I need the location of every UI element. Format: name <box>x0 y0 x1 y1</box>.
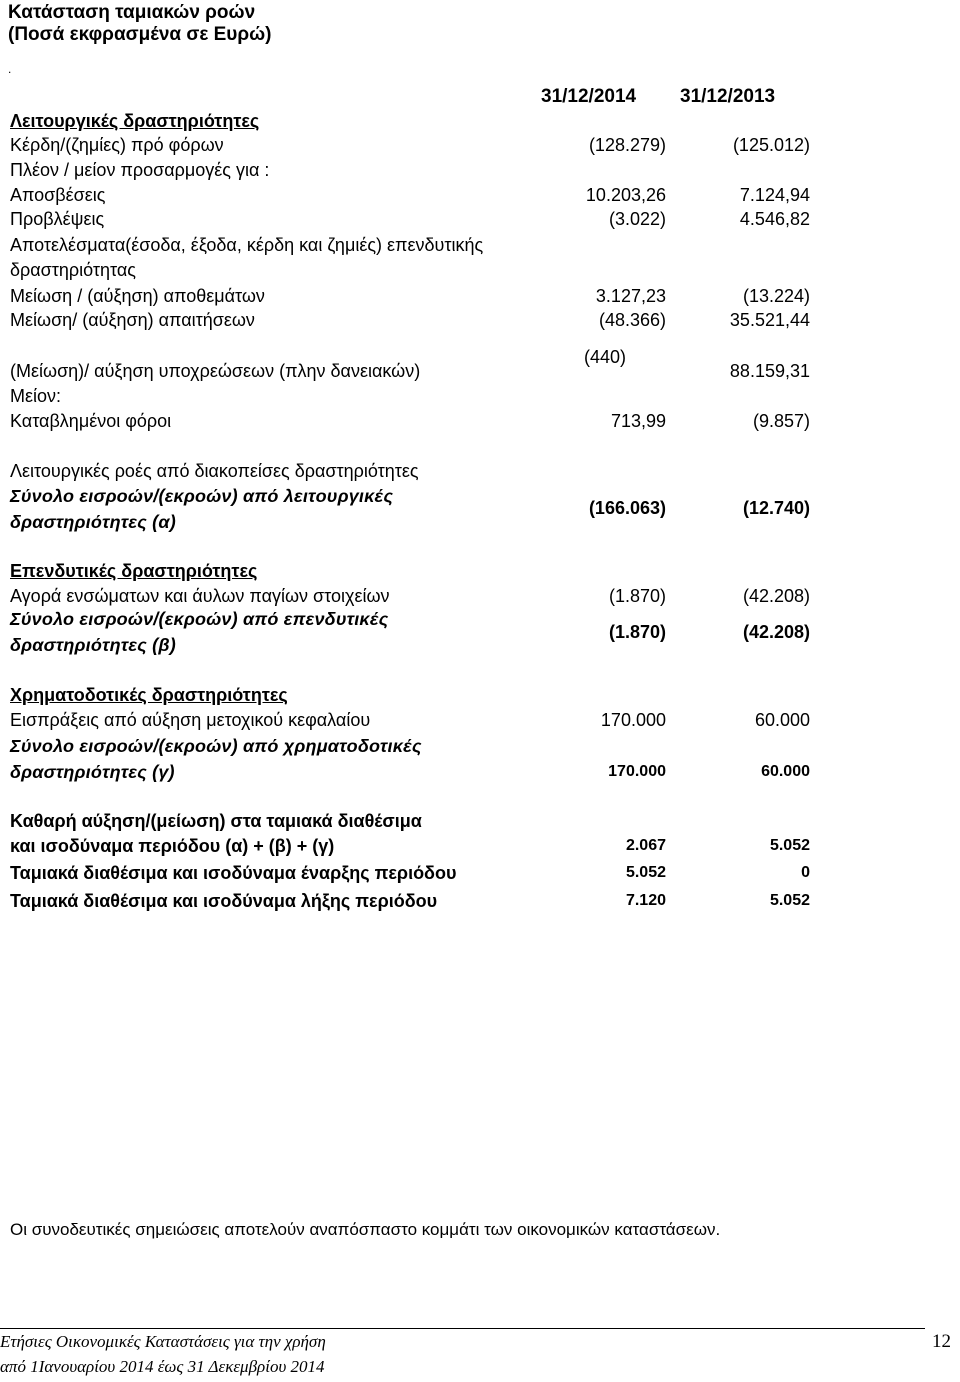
row-value-2014: (1.870) <box>608 586 666 606</box>
total-label-operating-line1: Σύνολο εισροών/(εκροών) από λειτουργικές <box>10 486 394 506</box>
row-value-2013: 7.124,94 <box>739 185 810 205</box>
section-heading-operating: Λειτουργικές δραστηριότητες <box>10 111 260 131</box>
row-value-2014: (128.279) <box>588 135 666 155</box>
cash-beginning-value-2013: 0 <box>801 864 810 881</box>
net-change-label-line1: Καθαρή αύξηση/(μείωση) στα ταμιακά διαθέσιμα <box>10 811 422 831</box>
row-value-2013: 4.546,82 <box>739 209 810 229</box>
total-value-operating-2014: (166.063) <box>588 498 666 518</box>
row-value-2013: 35.521,44 <box>729 310 810 330</box>
row-value-2014: 170.000 <box>600 710 666 730</box>
row-label: (Μείωση)/ αύξηση υποχρεώσεων (πλην δανειακών) <box>10 361 421 381</box>
cash-beginning-label: Ταμιακά διαθέσιμα και ισοδύναμα έναρξης περιόδου <box>10 863 457 883</box>
row-value-2013: (125.012) <box>732 135 810 155</box>
stray-mark: . <box>8 62 12 76</box>
net-change-label-line2: και ισοδύναμα περιόδου (α) + (β) + (γ) <box>10 836 335 856</box>
total-label-financing-line1: Σύνολο εισροών/(εκροών) από χρηματοδοτικές <box>10 736 422 756</box>
page-title: Κατάσταση ταμιακών ροών <box>8 2 256 23</box>
row-label: Αγορά ενσώματων και άυλων παγίων στοιχείων <box>10 586 390 606</box>
cash-ending-value-2014: 7.120 <box>625 892 666 909</box>
page-number: 12 <box>932 1331 951 1352</box>
total-label-financing-line2: δραστηριότητες (γ) <box>10 762 175 782</box>
page-subtitle: (Ποσά εκφρασμένα σε Ευρώ) <box>8 24 272 45</box>
total-value-investing-2014: (1.870) <box>608 622 666 642</box>
row-value-2013: (9.857) <box>752 411 810 431</box>
row-label: Εισπράξεις από αύξηση μετοχικού κεφαλαίου <box>10 710 371 730</box>
row-label: Μείωση/ (αύξηση) απαιτήσεων <box>10 310 255 330</box>
total-label-operating-line2: δραστηριότητες (α) <box>10 512 176 532</box>
section-heading-financing: Χρηματοδοτικές δραστηριότητες <box>10 685 288 705</box>
row-label: Αποσβέσεις <box>10 185 106 205</box>
net-change-value-2013: 5.052 <box>769 837 810 854</box>
row-value-2014: 713,99 <box>610 411 666 431</box>
footnote: Οι συνοδευτικές σημειώσεις αποτελούν αναπόσπαστο κομμάτι των οικονομικών καταστάσεων. <box>10 1220 721 1239</box>
row-value-2013: (13.224) <box>742 286 810 306</box>
total-value-financing-2014: 170.000 <box>608 763 666 780</box>
cash-beginning-value-2014: 5.052 <box>625 864 666 881</box>
total-value-investing-2013: (42.208) <box>742 622 810 642</box>
section-heading-investing: Επενδυτικές δραστηριότητες <box>10 561 258 581</box>
row-label: Καταβλημένοι φόροι <box>10 411 172 431</box>
total-label-investing-line2: δραστηριότητες (β) <box>10 635 176 655</box>
row-label: δραστηριότητας <box>10 260 136 280</box>
row-value-2013: 88.159,31 <box>729 361 810 381</box>
cash-ending-value-2013: 5.052 <box>769 892 810 909</box>
row-label: Πλέον / μείον προσαρμογές για : <box>10 160 270 180</box>
row-label: Κέρδη/(ζημίες) πρό φόρων <box>10 135 224 155</box>
row-value-2014: 10.203,26 <box>585 185 666 205</box>
total-value-operating-2013: (12.740) <box>742 498 810 518</box>
row-label: Μείωση / (αύξηση) αποθεμάτων <box>10 286 265 306</box>
total-label-investing-line1: Σύνολο εισροών/(εκροών) από επενδυτικές <box>10 609 389 629</box>
row-value-2013: 60.000 <box>754 710 810 730</box>
row-label: Προβλέψεις <box>10 209 105 229</box>
row-value-2014: (48.366) <box>598 310 666 330</box>
column-header-2013: 31/12/2013 <box>680 86 776 107</box>
net-change-value-2014: 2.067 <box>625 837 666 854</box>
row-value-2014: 3.127,23 <box>595 286 666 306</box>
cash-ending-label: Ταμιακά διαθέσιμα και ισοδύναμα λήξης περιόδου <box>10 891 438 911</box>
row-value-2013: (42.208) <box>742 586 810 606</box>
footer-divider <box>0 1328 925 1329</box>
footer-line1: Ετήσιες Οικονομικές Καταστάσεις για την χρήση <box>0 1332 326 1351</box>
column-header-2014: 31/12/2014 <box>541 86 637 107</box>
row-label: Μείον: <box>10 386 62 406</box>
row-value-2014: (3.022) <box>608 209 666 229</box>
total-value-financing-2013: 60.000 <box>761 763 810 780</box>
row-label: Αποτελέσματα(έσοδα, έξοδα, κέρδη και ζημιές) επενδυτικής <box>10 235 484 255</box>
row-value-2014: (440) <box>583 347 626 367</box>
footer-line2: από 1Ιανουαρίου 2014 έως 31 Δεκεμβρίου 2014 <box>0 1357 325 1376</box>
row-label: Λειτουργικές ροές από διακοπείσες δραστηριότητες <box>10 461 419 481</box>
